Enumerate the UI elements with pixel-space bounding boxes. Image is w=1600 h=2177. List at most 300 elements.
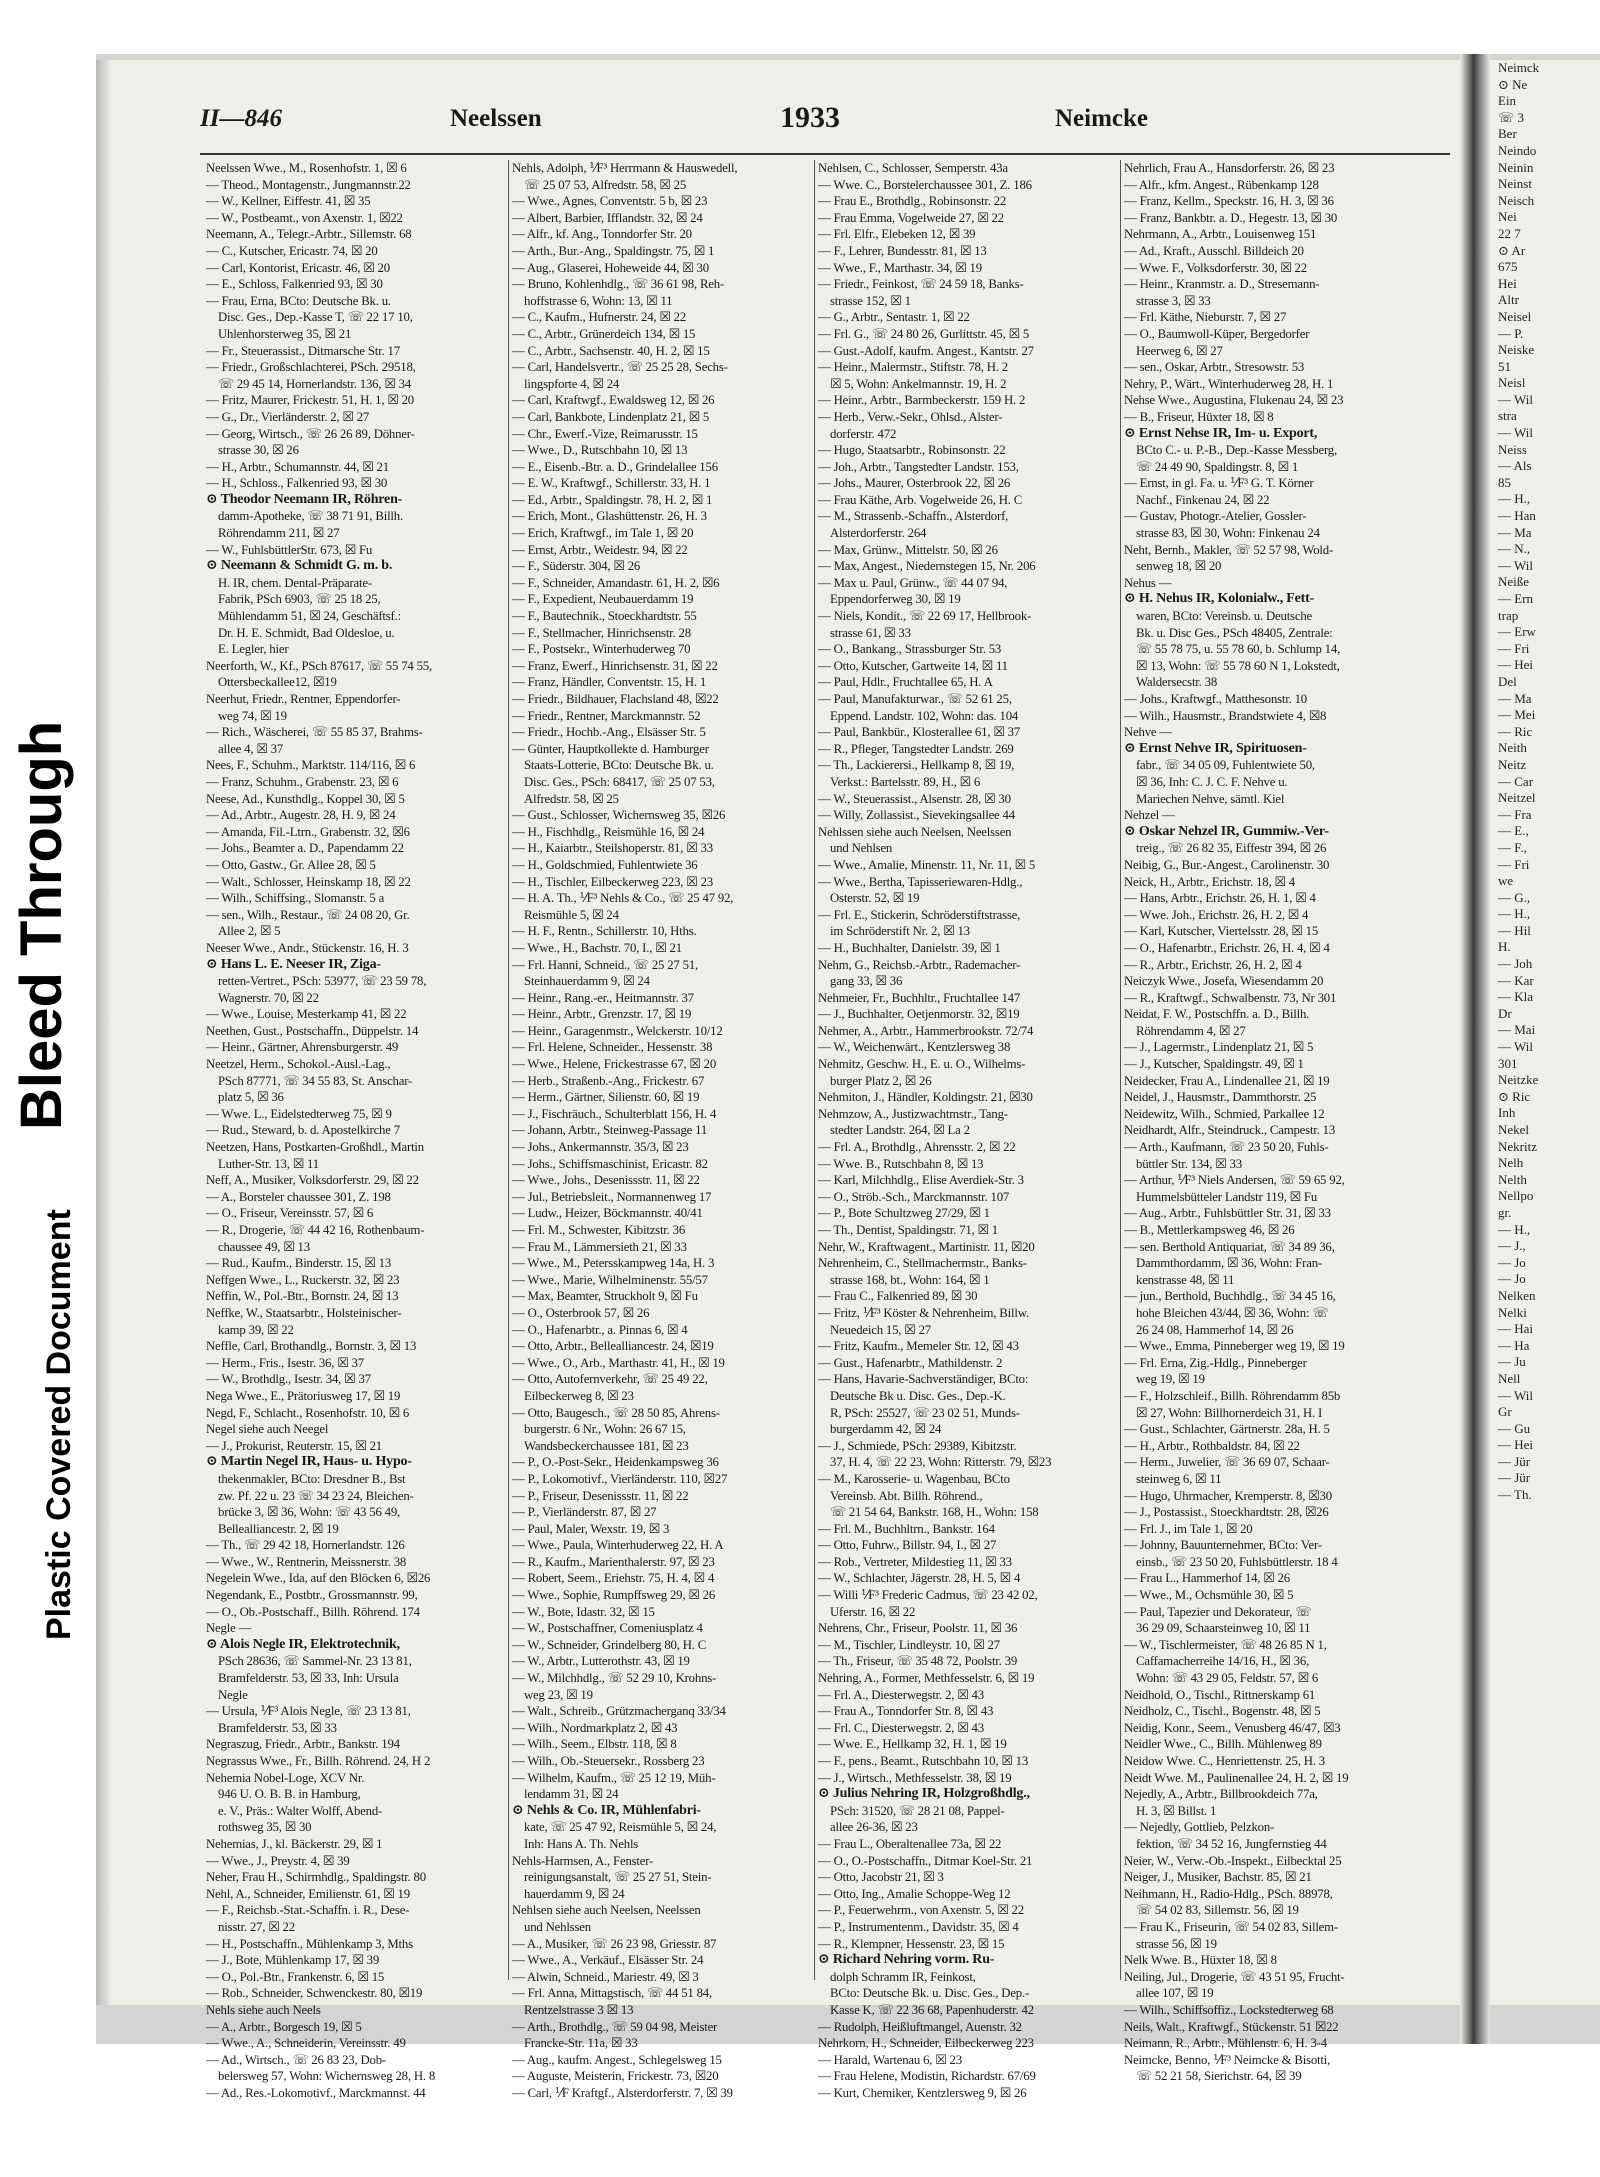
directory-entry-line: Neidhardt, Alfr., Steindruck., Campestr. 13 (1124, 1123, 1336, 1138)
directory-entry-line: — Heinr., Arbtr., Grenzstr. 17, ☒ 19 (512, 1007, 692, 1022)
directory-entry-line: — H., Buchhalter, Danielstr. 39, ☒ 1 (818, 940, 1001, 955)
directory-entry-line: — Wwe., J., Preystr. 4, ☒ 39 (206, 1853, 350, 1868)
directory-entry-line: — Frau, Erna, BCto: Deutsche Bk. u. (206, 293, 391, 308)
directory-entry-line: Wagnerstr. 70, ☒ 22 (218, 990, 319, 1005)
directory-entry-line: Nehmiton, J., Händler, Koldingstr. 21, ☒30 (818, 1090, 1033, 1105)
directory-entry-line: Neemann, A., Telegr.-Arbtr., Sillemstr. 68 (206, 227, 412, 242)
directory-entry-line: — Frl. J., im Tale 1, ☒ 20 (1124, 1521, 1253, 1536)
directory-entry-line: — F., Süderstr. 304, ☒ 26 (512, 559, 641, 574)
next-page-line: — H., (1498, 906, 1531, 922)
directory-entry-line: — Johnny, Bauunternehmer, BCto: Ver- (1124, 1538, 1322, 1553)
directory-entry-line: — Rich., Wäscherei, ☏ 55 85 37, Brahms- (206, 725, 423, 740)
page-number: II—846 (200, 105, 282, 132)
directory-entry-line: Neidow Wwe. C., Henriettenstr. 25, H. 3 (1124, 1754, 1325, 1768)
directory-entry-line: — Gust., Schlachter, Gärtnerstr. 28a, H. 5 (1124, 1422, 1330, 1437)
directory-entry-line: — Auguste, Meisterin, Frickestr. 73, ☒20 (512, 2069, 719, 2084)
directory-entry-line: — Hans, Arbtr., Erichstr. 26, H. 1, ☒ 4 (1124, 891, 1316, 906)
directory-entry-line: — jun., Berthold, Buchhdlg., ☏ 34 45 16, (1124, 1289, 1336, 1304)
directory-entry-line: ⊙ Ernst Nehse IR, Im- u. Export, (1124, 425, 1318, 441)
next-page-line: — Wil (1498, 1039, 1533, 1055)
directory-entry-line: — J., Buchhalter, Oetjenmorstr. 32, ☒19 (818, 1007, 1020, 1022)
next-page-line: — Hai (1498, 1321, 1534, 1337)
directory-entry-line: — W., Bote, Idastr. 32, ☒ 15 (512, 1604, 655, 1619)
directory-entry-line: — Otto, Baugesch., ☏ 28 50 85, Ahrens- (512, 1405, 720, 1420)
directory-entry-line: — Rud., Steward, b. d. Apostelkirche 7 (206, 1123, 400, 1138)
next-page-line: — Erw (1498, 624, 1536, 640)
directory-entry-line: kate, ☏ 25 47 92, Reismühle 5, ☒ 24, (524, 1820, 717, 1835)
directory-entry-line: — W., Postbeamt., von Axenstr. 1, ☒22 (206, 210, 403, 225)
directory-entry-line: — Friedr., Feinkost, ☏ 24 59 18, Banks- (818, 277, 1024, 292)
directory-entry-line: — Rob., Schneider, Schwenckestr. 80, ☒19 (206, 1986, 423, 2001)
directory-entry-line: Uhlenhorsterweg 35, ☒ 21 (218, 326, 352, 341)
directory-entry-line: Nehmzow, A., Justizwachtmstr., Tang- (818, 1106, 1008, 1121)
next-page-line: — Fra (1498, 806, 1532, 822)
directory-entry-line: — A., Borsteler chaussee 301, Z. 198 (206, 1189, 391, 1204)
directory-entry-line: ⊙ H. Nehus IR, Kolonialw., Fett- (1124, 591, 1315, 607)
next-page-line: — P. (1498, 325, 1524, 341)
directory-entry-line: — sen., Wilh., Restaur., ☏ 24 08 20, Gr. (206, 907, 410, 922)
directory-entry-line: Röhrendamm 211, ☒ 27 (218, 526, 340, 541)
next-page-line: Neisch (1498, 192, 1535, 208)
directory-entry-line: stedter Landstr. 264, ☒ La 2 (830, 1123, 970, 1138)
directory-entry-line: und Nehlssen (524, 1919, 591, 1934)
directory-entry-line: Neerhut, Friedr., Rentner, Eppendorfer- (206, 692, 401, 706)
directory-entry-line: reinigungsanstalt, ☏ 25 27 51, Stein- (524, 1870, 712, 1885)
next-page-line: — Gu (1498, 1420, 1531, 1436)
directory-entry-line: Caffamacherreihe 14/16, H., ☒ 36, (1136, 1654, 1310, 1669)
directory-entry-line: Nehemia Nobel-Loge, XCV Nr. (206, 1770, 365, 1785)
next-page-fragment (1490, 60, 1600, 2005)
directory-entry-line: — Aug., Arbtr., Fuhlsbüttler Str. 31, ☒ 33 (1124, 1206, 1331, 1221)
next-page-line: Neiss (1498, 441, 1527, 457)
directory-entry-line: — Heinr., Gärtner, Ahrensburgerstr. 49 (206, 1040, 399, 1055)
directory-entry-line: — Wwe., D., Rutschbahn 10, ☒ 13 (512, 443, 688, 458)
directory-entry-line: — Wilh., Hausmstr., Brandstwiete 4, ☒8 (1124, 708, 1327, 723)
directory-entry-line: — P., O.-Post-Sekr., Heidenkampsweg 36 (512, 1455, 719, 1470)
directory-entry-line: Neuedeich 15, ☒ 27 (830, 1322, 931, 1337)
directory-entry-line: Nehl, A., Schneider, Emilienstr. 61, ☒ 19 (206, 1886, 410, 1901)
header-rule (200, 153, 1450, 155)
directory-entry-line: Nehrens, Chr., Friseur, Poolstr. 11, ☒ 36 (818, 1621, 1018, 1636)
directory-entry-line: Nehlsen, C., Schlosser, Semperstr. 43a (818, 161, 1008, 175)
directory-entry-line: — Franz, Händler, Conventstr. 15, H. 1 (512, 675, 707, 690)
directory-entry-line: lendamm 31, ☒ 24 (524, 1787, 619, 1802)
directory-entry-line: Neils, Walt., Kraftwgf., Stückenstr. 51 ☒22 (1124, 2019, 1339, 2034)
directory-entry-line: — O., Ströb.-Sch., Marckmannstr. 107 (818, 1189, 1010, 1204)
directory-entry-line: Röhrendamm 4, ☒ 27 (1136, 1023, 1246, 1038)
next-page-line: Neith (1498, 740, 1527, 756)
directory-entry-line: — H. A. Th., ⅟F³ Nehls & Co., ☏ 25 47 92, (512, 891, 734, 906)
directory-entry-line: — Frau L., Oberaltenallee 73a, ☒ 22 (818, 1836, 1002, 1851)
next-page-line: Neiske (1498, 342, 1535, 358)
next-page-line: — N., (1498, 541, 1531, 557)
directory-entry-line: — W., Steuerassist., Alsenstr. 28, ☒ 30 (818, 791, 1011, 806)
next-page-line: — Mai (1498, 1022, 1536, 1038)
next-page-line: ⊙ Ric (1498, 1088, 1531, 1104)
directory-entry-line: — G., Arbtr., Sentastr. 1, ☒ 22 (818, 310, 970, 325)
directory-entry-line: — J., Prokurist, Reuterstr. 15, ☒ 21 (206, 1438, 382, 1453)
directory-entry-line: — C., Arbtr., Grünerdeich 134, ☒ 15 (512, 326, 696, 341)
directory-entry-line: — M., Karosserie- u. Wagenbau, BCto (818, 1471, 1010, 1486)
next-page-line: — Hei (1498, 657, 1534, 673)
directory-entry-line: — Wwe., Johs., Desenissstr. 11, ☒ 22 (512, 1173, 700, 1188)
directory-entry-line: Neick, H., Arbtr., Erichstr. 18, ☒ 4 (1124, 874, 1295, 889)
directory-entry-line: — Ernst, in gl. Fa. u. ⅟F³ G. T. Körner (1124, 476, 1314, 491)
next-page-line: — Kar (1498, 972, 1534, 988)
directory-entry-line: — Th., Lackierersi., Hellkamp 8, ☒ 19, (818, 758, 1015, 773)
directory-entry-line: Neff, A., Musiker, Volksdorferstr. 29, ☒ 22 (206, 1173, 419, 1188)
directory-entry-line: — F., Holzschleif., Billh. Röhrendamm 85b (1124, 1388, 1341, 1403)
directory-entry-line: — F., pens., Beamt., Rutschbahn 10, ☒ 13 (818, 1754, 1029, 1768)
directory-entry-line: — O., Bankang., Strassburger Str. 53 (818, 642, 1002, 657)
directory-entry-line: Neimcke, Benno, ⅟F³ Neimcke & Bisotti, (1124, 2052, 1331, 2067)
next-page-line: Nellpo (1498, 1188, 1534, 1204)
directory-entry-line: — Willi ⅟F³ Frederic Cadmus, ☏ 23 42 02, (818, 1588, 1038, 1603)
directory-entry-line: — Wwe. B., Rutschbahn 8, ☒ 13 (818, 1156, 984, 1171)
directory-entry-line: Nehmitz, Geschw. H., E. u. O., Wilhelms- (818, 1057, 1026, 1072)
directory-entry-line: — H., Goldschmied, Fuhlentwiete 36 (512, 857, 698, 872)
next-page-line: Altr (1498, 292, 1519, 308)
directory-entry-line: — Frau L., Hammerhof 14, ☒ 26 (1124, 1571, 1290, 1586)
directory-entry-line: — Frl. C., Diesterwegstr. 2, ☒ 43 (818, 1720, 984, 1735)
directory-entry-line: — P., Friseur, Desenissstr. 11, ☒ 22 (512, 1488, 689, 1503)
next-page-line: — Fri (1498, 856, 1530, 872)
directory-entry-line: — Willy, Zollassist., Sievekingsallee 44 (818, 808, 1015, 823)
directory-entry-line: — Ludw., Heizer, Böckmannstr. 40/41 (512, 1206, 703, 1221)
directory-entry-line: — W., Arbtr., Lutterothstr. 43, ☒ 19 (512, 1654, 690, 1669)
directory-entry-line: — Arth., Brothdlg., ☏ 59 04 98, Meister (512, 2019, 718, 2034)
directory-entry-line: — J., Schmiede, PSch: 29389, Kibitzstr. (818, 1438, 1017, 1453)
next-page-line: Neitz (1498, 756, 1527, 772)
directory-entry-line: — Wwe. F., Volksdorferstr. 30, ☒ 22 (1124, 260, 1307, 275)
directory-entry-line: — Alwin, Schneid., Mariestr. 49, ☒ 3 (512, 1969, 699, 1984)
directory-entry-line: Dammthordamm, ☒ 36, Wohn: Fran- (1136, 1256, 1322, 1271)
directory-entry-line: — F., Stellmacher, Hinrichsenstr. 28 (512, 625, 691, 640)
directory-entry-line: — Chr., Ewerf.-Vize, Reimarusstr. 15 (512, 426, 698, 441)
directory-entry-line: Nega Wwe., E., Prätoriusweg 17, ☒ 19 (206, 1388, 401, 1403)
directory-entry-line: lingspforte 4, ☒ 24 (524, 376, 620, 391)
directory-entry-line: — Carl, Bankbote, Lindenplatz 21, ☒ 5 (512, 409, 710, 424)
directory-entry-line: ⊙ Oskar Nehzel IR, Gummiw.-Ver- (1124, 823, 1329, 839)
directory-entry-line: — Wwe., M., Ochsmühle 30, ☒ 5 (1124, 1588, 1294, 1603)
directory-entry-line: — Wwe., Louise, Mesterkamp 41, ☒ 22 (206, 1007, 407, 1022)
directory-entry-line: — Kurt, Chemiker, Kentzlersweg 9, ☒ 26 (818, 2085, 1027, 2100)
directory-entry-line: — Albert, Barbier, Ifflandstr. 32, ☒ 24 (512, 210, 703, 225)
directory-entry-line: 26 24 08, Hammerhof 14, ☒ 26 (1136, 1322, 1294, 1337)
next-page-line: Neimck (1498, 60, 1540, 75)
next-page-line: stra (1498, 408, 1517, 424)
directory-entry-line: ⊙ Nehls & Co. IR, Mühlenfabri- (512, 1802, 701, 1818)
next-page-line: Neitzke (1498, 1072, 1539, 1088)
directory-entry-line: — Erich, Mont., Glashüttenstr. 26, H. 3 (512, 509, 707, 524)
directory-entry-line: — Th., Dentist, Spaldingstr. 71, ☒ 1 (818, 1223, 998, 1237)
entry-column-3 (818, 160, 1116, 2100)
directory-entry-line: — Hugo, Uhrmacher, Kremperstr. 8, ☒30 (1124, 1488, 1332, 1503)
next-page-line: — J., (1498, 1238, 1526, 1254)
directory-entry-line: — W., Brothdlg., Isestr. 34, ☒ 37 (206, 1372, 371, 1387)
column-divider (1120, 160, 1121, 1980)
next-page-line: Nekritz (1498, 1138, 1537, 1154)
directory-entry-line: Steinhauerdamm 9, ☒ 24 (524, 974, 650, 989)
directory-entry-line: allee 4, ☒ 37 (218, 741, 284, 756)
directory-entry-line: — B., Friseur, Hüxter 18, ☒ 8 (1124, 409, 1274, 424)
directory-entry-line: — Th., ☏ 29 42 18, Hornerlandstr. 126 (206, 1538, 405, 1553)
directory-entry-line: — Jul., Betriebsleit., Normannenweg 17 (512, 1189, 712, 1204)
next-page-line: — Jo (1498, 1254, 1526, 1270)
directory-entry-line: — Wwe., Paula, Winterhuderweg 22, H. A (512, 1538, 724, 1553)
directory-entry-line: — J., Kutscher, Spaldingstr. 49, ☒ 1 (1124, 1057, 1304, 1072)
next-page-line: — Han (1498, 508, 1536, 524)
next-page-line: — Jür (1498, 1453, 1531, 1469)
directory-entry-line: — Wwe., H., Bachstr. 70, I., ☒ 21 (512, 940, 682, 955)
directory-entry-line: — M., Strassenb.-Schaffn., Alsterdorf, (818, 509, 1009, 524)
directory-entry-line: Neffke, W., Staatsarbtr., Holsteinischer- (206, 1305, 402, 1320)
entry-column-4 (1124, 160, 1422, 2084)
directory-entry-line: — Johs., Kraftwgf., Matthesonstr. 10 (1124, 692, 1307, 706)
directory-entry-line: — Paul, Hdlr., Fruchtallee 65, H. A (818, 675, 993, 690)
directory-entry-line: Neffgen Wwe., L., Ruckerstr. 32, ☒ 23 (206, 1272, 400, 1287)
directory-entry-line: — Frau Emma, Vogelweide 27, ☒ 22 (818, 210, 1004, 225)
directory-entry-line: ⊙ Alois Negle IR, Elektrotechnik, (206, 1636, 400, 1652)
directory-entry-line: — Aug., Glaserei, Hoheweide 44, ☒ 30 (512, 260, 709, 275)
directory-entry-line: — Heinr., Malermstr., Stiftstr. 78, H. 2 (818, 360, 1008, 375)
directory-entry-line: Negraszug, Friedr., Arbtr., Bankstr. 194 (206, 1737, 400, 1752)
directory-entry-line: — Wwe., F., Marthastr. 34, ☒ 19 (818, 260, 982, 275)
next-page-line: — Th. (1498, 1487, 1532, 1503)
directory-entry-line: — Alfr., kfm. Angest., Rübenkamp 128 (1124, 177, 1319, 192)
directory-entry-line: — B., Mettlerkampsweg 46, ☒ 26 (1124, 1223, 1295, 1237)
directory-entry-line: hauerdamm 9, ☒ 24 (524, 1886, 625, 1901)
directory-entry-line: — J., Bote, Mühlenkamp 17, ☒ 39 (206, 1953, 380, 1968)
directory-entry-line: Negendank, E., Postbtr., Grossmannstr. 99, (206, 1588, 418, 1603)
directory-entry-line: — Frau A., Tonndorfer Str. 8, ☒ 43 (818, 1704, 994, 1719)
directory-entry-line: Nehrenheim, C., Stellmachermstr., Banks- (818, 1256, 1027, 1271)
directory-entry-line: — O., Pol.-Btr., Frankenstr. 6, ☒ 15 (206, 1969, 385, 1984)
directory-entry-line: — H., Arbtr., Rothbaldstr. 84, ☒ 22 (1124, 1438, 1300, 1453)
directory-entry-line: — Theod., Montagenstr., Jungmannstr.22 (206, 177, 411, 192)
directory-entry-line: — A., Arbtr., Borgesch 19, ☒ 5 (206, 2019, 362, 2034)
next-page-line: Ein (1498, 93, 1517, 109)
directory-entry-line: R, PSch: 25527, ☏ 23 02 51, Munds- (830, 1405, 1020, 1420)
directory-entry-line: — Frl. Elfr., Elebeken 12, ☒ 39 (818, 227, 976, 242)
directory-entry-line: dorferstr. 472 (830, 426, 897, 441)
directory-entry-line: — Ad., Res.-Lokomotivf., Marckmannst. 44 (206, 2085, 426, 2100)
directory-entry-line: ☒ 27, Wohn: Billhornerdeich 31, H. I (1136, 1405, 1323, 1420)
next-page-line: Nekel (1498, 1122, 1530, 1137)
directory-entry-line: ⊙ Julius Nehring IR, Holzgroßhdlg., (818, 1786, 1030, 1802)
directory-entry-line: strasse 56, ☒ 19 (1136, 1936, 1217, 1951)
directory-entry-line: — Frl. Erna, Zig.-Hdlg., Pinneberger (1124, 1355, 1307, 1370)
directory-entry-line: ☏ 21 54 64, Bankstr. 168, H., Wohn: 158 (830, 1505, 1039, 1520)
directory-entry-line: — J., Postassist., Stoeckhardtstr. 28, ☒26 (1124, 1505, 1329, 1520)
next-page-line: — Fri (1498, 640, 1530, 656)
directory-entry-line: — Ad., Arbtr., Augestr. 28, H. 9, ☒ 24 (206, 808, 396, 823)
next-page-line: — Hei (1498, 1437, 1534, 1453)
directory-entry-line: Waldersecstr. 38 (1136, 675, 1218, 690)
directory-entry-line: — W., Postschaffner, Comeniusplatz 4 (512, 1621, 703, 1636)
directory-entry-line: Alsterdorferstr. 264 (830, 526, 927, 541)
directory-entry-line: strasse 3, ☒ 33 (1136, 293, 1211, 308)
directory-entry-line: — H., Kaiarbtr., Steilshoperstr. 81, ☒ 33 (512, 841, 713, 856)
directory-entry-line: — P., Lokomotivf., Vierländerstr. 110, ☒27 (512, 1471, 728, 1486)
directory-entry-line: — Karl, Milchhdlg., Elise Averdiek-Str. 3 (818, 1173, 1024, 1188)
directory-entry-line: senweg 18, ☒ 20 (1136, 559, 1222, 574)
directory-entry-line: — Wilh., Schiffsing., Slomanstr. 5 a (206, 891, 385, 906)
directory-entry-line: Neiczyk Wwe., Josefa, Wiesendamm 20 (1124, 974, 1324, 989)
directory-entry-line: — Wwe., Emma, Pinneberger weg 19, ☒ 19 (1124, 1339, 1345, 1354)
next-page-line: gr. (1498, 1204, 1512, 1220)
directory-entry-line: — Carl, Kontorist, Ericastr. 46, ☒ 20 (206, 260, 390, 275)
directory-entry-line: 36 29 09, Schaarsteinweg 10, ☒ 11 (1136, 1621, 1311, 1636)
directory-entry-line: ☏ 52 21 58, Sierichstr. 64, ☒ 39 (1136, 2069, 1302, 2084)
next-page-line: — Mei (1498, 707, 1536, 723)
directory-entry-line: — Heinr., Arbtr., Barmbeckerstr. 159 H. 2 (818, 393, 1026, 408)
directory-entry-line: Uferstr. 16, ☒ 22 (830, 1604, 916, 1619)
directory-entry-line: burger Platz 2, ☒ 26 (830, 1073, 932, 1088)
directory-entry-line: H. 3, ☒ Billst. 1 (1136, 1803, 1217, 1818)
directory-entry-line: Disc. Ges., Dep.-Kasse T, ☏ 22 17 10, (218, 310, 413, 325)
directory-entry-line: Nehlssen siehe auch Neelsen, Neelssen (818, 824, 1012, 839)
directory-entry-line: Nehls, Adolph, ⅟F³ Herrmann & Hauswedell, (512, 161, 738, 175)
directory-entry-line: Eilbeckerweg 8, ☒ 23 (524, 1388, 634, 1403)
directory-entry-line: Negel siehe auch Neegel (206, 1422, 329, 1437)
next-page-line: — H., (1498, 491, 1531, 507)
directory-entry-line: — F., Reichsb.-Stat.-Schaffn. i. R., Dese- (206, 1903, 410, 1918)
directory-entry-line: — Herb., Verw.-Sekr., Ohlsd., Alster- (818, 409, 1003, 424)
next-page-line: Neinst (1498, 176, 1532, 192)
directory-entry-line: — C., Kaufm., Hufnerstr. 24, ☒ 22 (512, 310, 687, 325)
directory-entry-line: — Paul, Maler, Wexstr. 19, ☒ 3 (512, 1521, 670, 1536)
directory-entry-line: strasse 61, ☒ 33 (830, 625, 911, 640)
directory-entry-line: Osterstr. 52, ☒ 19 (830, 891, 920, 906)
next-page-line: Nelki (1498, 1304, 1527, 1320)
first-name-guide: Neelssen (450, 105, 542, 132)
directory-entry-line: — Otto, Kutscher, Gartweite 14, ☒ 11 (818, 658, 1008, 673)
last-name-guide: Neimcke (1055, 105, 1149, 132)
next-page-line: 675 (1498, 259, 1518, 275)
directory-entry-line: im Schröderstift Nr. 2, ☒ 13 (830, 924, 970, 939)
directory-entry-line: Ottersbeckallee12, ☒19 (218, 675, 337, 690)
directory-entry-line: — W., Tischlermeister, ☏ 48 26 85 N 1, (1124, 1637, 1327, 1652)
directory-entry-line: Nehzel — (1124, 808, 1175, 823)
directory-entry-line: — F., Expedient, Neubauerdamm 19 (512, 592, 694, 607)
next-page-line: Neindo (1498, 142, 1537, 158)
directory-entry-line: burgerstr. 6 Nr., Wohn: 26 67 15, (524, 1422, 686, 1437)
directory-entry-line: ⊙ Richard Nehring vorm. Ru- (818, 1952, 995, 1968)
page-edge-shadow (96, 60, 110, 2005)
directory-entry-line: — Frl. Käthe, Nieburstr. 7, ☒ 27 (1124, 310, 1287, 325)
directory-entry-line: Inh: Hans A. Th. Nehls (524, 1836, 639, 1851)
directory-entry-line: Negd, F., Schlacht., Rosenhofstr. 10, ☒ 6 (206, 1405, 410, 1420)
directory-entry-line: Bk. u. Disc Ges., PSch 48405, Zentrale: (1136, 625, 1333, 640)
directory-entry-line: Neidig, Konr., Seem., Venusberg 46/47, ☒3 (1124, 1720, 1341, 1735)
directory-entry-line: — Heinr., Kranmstr. a. D., Stresemann- (1124, 277, 1320, 292)
directory-entry-line: — Frau K., Friseurin, ☏ 54 02 83, Sillem- (1124, 1919, 1338, 1934)
directory-entry-line: — Alfr., kf. Ang., Tonndorfer Str. 20 (512, 227, 692, 242)
directory-entry-line: — J., Fischräuch., Schulterblatt 156, H. 4 (512, 1106, 717, 1121)
directory-entry-line: ⊙ Theodor Neemann IR, Röhren- (206, 491, 403, 507)
directory-entry-line: Neidler Wwe., C., Billh. Mühlenweg 89 (1124, 1737, 1322, 1752)
directory-entry-line: Nehve — (1124, 725, 1172, 740)
directory-entry-line: und Nehlsen (830, 841, 893, 856)
next-page-line: — Ern (1498, 591, 1534, 606)
directory-entry-line: — Fritz, Kaufm., Memeler Str. 12, ☒ 43 (818, 1339, 1019, 1354)
directory-entry-line: — Frl. Hanni, Schneid., ☏ 25 27 51, (512, 957, 699, 972)
directory-entry-line: — Gustav, Photogr.-Atelier, Gossler- (1124, 509, 1307, 524)
directory-entry-line: — Robert, Seem., Eriehstr. 75, H. 4, ☒ 4 (512, 1571, 715, 1586)
directory-entry-line: — Harald, Wartenau 6, ☒ 23 (818, 2052, 962, 2067)
directory-entry-line: — Bruno, Kohlenhdlg., ☏ 36 61 98, Reh- (512, 277, 725, 292)
directory-entry-line: — Hans, Havarie-Sachverständiger, BCto: (818, 1372, 1029, 1387)
directory-entry-line: — sen. Berthold Antiquariat, ☏ 34 89 36, (1124, 1239, 1335, 1254)
directory-entry-line: — Wwe., M., Petersskampweg 14a, H. 3 (512, 1256, 715, 1271)
directory-entry-line: Nehrlich, Frau A., Hansdorferstr. 26, ☒ 23 (1124, 161, 1335, 175)
directory-entry-line: — R., Klempner, Hessenstr. 23, ☒ 15 (818, 1936, 1005, 1951)
directory-entry-line: — Erich, Kraftwgf., im Tale 1, ☒ 20 (512, 526, 694, 541)
directory-entry-line: — F., Schneider, Amandastr. 61, H. 2, ☒6 (512, 575, 720, 590)
directory-entry-line: — E., Schloss, Falkenried 93, ☒ 30 (206, 277, 383, 292)
directory-entry-line: gang 33, ☒ 36 (830, 974, 903, 989)
next-page-line: 301 (1498, 1055, 1518, 1071)
directory-entry-line: — Rudolph, Heißluftmangel, Auenstr. 32 (818, 2019, 1022, 2034)
directory-entry-line: steinweg 6, ☒ 11 (1136, 1471, 1222, 1486)
next-page-line: ⊙ Ne (1498, 76, 1528, 92)
directory-entry-line: fabr., ☏ 34 05 09, Fuhlentwiete 50, (1136, 758, 1315, 773)
directory-entry-line: Hummelsbütteler Landstr 119, ☒ Fu (1136, 1189, 1318, 1204)
directory-entry-line: — Paul, Bankbür., Klosterallee 61, ☒ 37 (818, 725, 1020, 740)
next-page-line: ⊙ Ar (1498, 242, 1526, 258)
directory-entry-line: — E. W., Kraftwgf., Schillerstr. 33, H. 1 (512, 476, 711, 491)
directory-entry-line: Nehr, W., Kraftwagent., Martinistr. 11, ☒20 (818, 1239, 1035, 1254)
directory-entry-line: — Niels, Kondit., ☏ 22 69 17, Hellbrook- (818, 609, 1032, 624)
directory-entry-line: — Otto, Gastw., Gr. Allee 28, ☒ 5 (206, 857, 376, 872)
directory-entry-line: burgerdamm 42, ☒ 24 (830, 1422, 942, 1437)
directory-entry-line: damm-Apotheke, ☏ 38 71 91, Billh. (218, 509, 403, 524)
directory-entry-line: zw. Pf. 22 u. 23 ☏ 34 23 24, Bleichen- (218, 1488, 414, 1503)
directory-entry-line: — Carl, Handelsvertr., ☏ 25 25 28, Sechs- (512, 360, 728, 375)
directory-entry-line: Nehemias, J., kl. Bäckerstr. 29, ☒ 1 (206, 1836, 383, 1851)
next-page-line: — Ric (1498, 723, 1533, 739)
next-page-line: 22 7 (1498, 225, 1521, 241)
directory-entry-line: Bramfelderstr. 53, ☒ 33 (218, 1720, 337, 1735)
directory-entry-line: waren, BCto: Vereinsb. u. Deutsche (1136, 609, 1312, 624)
directory-entry-line: Neibig, G., Bur.-Angest., Carolinenstr. 30 (1124, 857, 1330, 872)
directory-entry-line: Neelssen Wwe., M., Rosenhofstr. 1, ☒ 6 (206, 161, 407, 175)
directory-entry-line: Negrassus Wwe., Fr., Billh. Röhrend. 24, H 2 (206, 1754, 431, 1768)
next-page-line: Nell (1498, 1370, 1521, 1386)
directory-entry-line: ⊙ Neemann & Schmidt G. m. b. (206, 558, 393, 574)
directory-entry-line: — Arth., Bur.-Ang., Spaldingstr. 75, ☒ 1 (512, 243, 715, 258)
directory-entry-line: — Frl. A., Brothdlg., Ahrensstr. 2, ☒ 22 (818, 1140, 1016, 1155)
directory-entry-line: — W., Kellner, Eiffestr. 41, ☒ 35 (206, 194, 371, 209)
directory-entry-line: — Franz, Kellm., Speckstr. 16, H. 3, ☒ 36 (1124, 194, 1334, 209)
next-page-line: Inh (1498, 1105, 1516, 1121)
directory-entry-line: — Max, Angest., Niedernstegen 15, Nr. 206 (818, 559, 1036, 574)
directory-entry-line: Neethen, Gust., Postschaffn., Düppelstr. 14 (206, 1023, 419, 1038)
directory-entry-line: — Johs., Maurer, Osterbrook 22, ☒ 26 (818, 476, 1011, 491)
directory-entry-line: — Herm., Gärtner, Silienstr. 60, ☒ 19 (512, 1090, 700, 1105)
next-page-line: Neisl (1498, 375, 1526, 391)
directory-entry-line: — O., Hafenarbtr., a. Pinnas 6, ☒ 4 (512, 1322, 688, 1337)
directory-entry-line: — Friedr., Hochb.-Ang., Elsässer Str. 5 (512, 725, 706, 740)
directory-entry-line: — Frl. M., Schwester, Kibitzstr. 36 (512, 1223, 686, 1237)
directory-entry-line: thekenmakler, BCto: Dresdner B., Bst (218, 1471, 406, 1486)
directory-entry-line: — Fritz, Maurer, Frickestr. 51, H. 1, ☒ 20 (206, 393, 414, 408)
directory-entry-line: hoffstrasse 6, Wohn: 13, ☒ 11 (524, 293, 673, 308)
directory-entry-line: — Wilhelm, Kaufm., ☏ 25 12 19, Müh- (512, 1770, 716, 1785)
next-page-line: Nelh (1498, 1155, 1524, 1171)
directory-entry-line: — H., Tischler, Eilbeckerweg 223, ☒ 23 (512, 874, 713, 889)
